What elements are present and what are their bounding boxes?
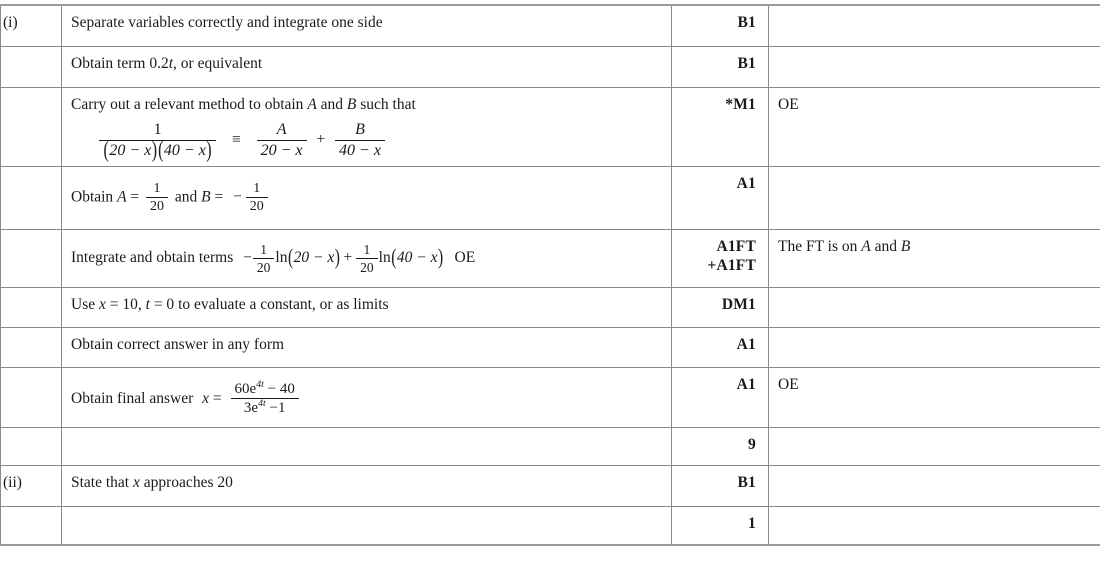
part-label-blank	[1, 47, 61, 60]
comment-text: OE	[778, 375, 799, 393]
solution-text	[62, 288, 671, 321]
value-A-fraction	[146, 181, 168, 215]
x-value: = 10,	[109, 295, 142, 313]
part-label-blank	[1, 428, 61, 441]
table-row	[1, 229, 1100, 287]
part-label-blank	[1, 507, 61, 520]
rhs-fraction-2	[335, 121, 385, 160]
solution-cell	[62, 327, 672, 367]
solution-text: Separate variables correctly and integrate one side	[71, 14, 383, 31]
value-B-fraction	[246, 181, 268, 215]
mark-cell	[672, 465, 769, 506]
comment-cell	[769, 88, 1100, 167]
solution-cell	[62, 367, 672, 427]
state-tail: approaches 20	[143, 473, 233, 491]
variable-x: x	[98, 295, 106, 313]
table-row	[1, 465, 1100, 506]
mark-scheme-table	[0, 4, 1100, 546]
mark-value: B1	[737, 55, 756, 72]
mark-cell	[672, 287, 769, 327]
mark-value: A1	[736, 335, 756, 353]
variable-A: A	[307, 96, 317, 113]
comment-text	[769, 466, 1100, 479]
rhs2-denominator: 40 − x	[339, 141, 381, 159]
method-lead: Carry out a relevant method to obtain	[71, 96, 304, 113]
mark-cell	[672, 427, 769, 465]
integrated-terms-expression: − $\frac{1}{20}$ ln(20 − x) + $\frac{1}{20}$ ln(40 − x)	[243, 241, 444, 275]
part-label-blank	[1, 288, 61, 301]
comment-and: and	[874, 237, 897, 255]
obtain-AB-expression	[71, 181, 271, 215]
A-numerator: 1	[146, 181, 168, 199]
solution-text	[62, 466, 671, 499]
table-row	[1, 166, 1100, 229]
comment-text	[769, 167, 1100, 180]
part-label-cell	[1, 427, 62, 465]
den-coefficient: 3e	[243, 400, 259, 417]
solution-prefix: Obtain term 0.2	[71, 55, 169, 72]
term1-numerator: 1	[253, 242, 275, 259]
solution-cell	[62, 47, 672, 88]
comment-prefix: The FT is on	[778, 237, 858, 255]
term1-log: ln	[275, 248, 288, 266]
use-tail: to evaluate a constant, or as limits	[178, 295, 389, 313]
comment-variable-B: B	[900, 237, 911, 255]
mark-value: B1	[737, 473, 756, 491]
lhs-den-right: 40 − x	[163, 141, 206, 159]
term1-argument: 20 − x	[293, 248, 335, 266]
mark-cell	[672, 5, 769, 47]
part-label-cell	[1, 327, 62, 367]
comment-text	[769, 230, 1100, 263]
solution-text	[62, 47, 671, 80]
comment-text	[769, 6, 1100, 19]
comment-cell	[769, 5, 1100, 47]
comment-text	[769, 288, 1100, 301]
part-label-ii: (ii)	[3, 473, 22, 491]
final-answer-fraction	[231, 378, 299, 418]
final-denominator	[231, 399, 299, 417]
solution-cell	[62, 88, 672, 167]
comment-text: OE	[778, 96, 799, 113]
solution-cell	[62, 229, 672, 287]
part-label-cell	[1, 367, 62, 427]
subtotal-value: 1	[748, 514, 756, 532]
B-numerator: 1	[246, 181, 268, 199]
comment-cell	[769, 367, 1100, 427]
comment-cell	[769, 506, 1100, 545]
part-label-cell	[1, 166, 62, 229]
comment-cell	[769, 47, 1100, 88]
term2-coefficient	[356, 242, 378, 275]
lhs-numerator: 1	[99, 121, 216, 141]
variable-B: B	[346, 96, 357, 113]
part-label-blank	[1, 88, 61, 101]
mark-value: B1	[737, 14, 756, 31]
variable-B: B	[201, 188, 211, 206]
comment-cell	[769, 229, 1100, 287]
part-label-cell	[1, 506, 62, 545]
part-label-blank	[1, 328, 61, 341]
part-label-i: (i)	[3, 14, 18, 31]
part-label-cell	[1, 88, 62, 167]
variable-A: A	[117, 188, 127, 206]
solution-suffix: , or equivalent	[173, 55, 263, 72]
conjunction-and: and	[174, 188, 198, 206]
solution-text	[62, 368, 671, 424]
state-lead: State that	[71, 473, 130, 491]
comment-cell	[769, 287, 1100, 327]
comment-cell	[769, 427, 1100, 465]
plus-sign: +	[343, 248, 353, 266]
solution-cell	[62, 506, 672, 545]
subtotal-value: 9	[748, 435, 756, 453]
lhs-denominator: (20 − x)(40 − x)	[103, 137, 212, 163]
lhs-den-left: 20 − x	[109, 141, 152, 159]
comment-variable-A: A	[861, 237, 871, 255]
minus-sign: −	[233, 188, 242, 206]
final-numerator	[231, 378, 299, 400]
partial-fractions-equation	[71, 120, 662, 163]
solution-cell	[62, 5, 672, 47]
term2-log: ln	[378, 248, 391, 266]
identity-sign: ≡	[232, 130, 241, 148]
mark-line-2: +A1FT	[707, 257, 756, 275]
part-label-blank	[1, 230, 61, 243]
method-tail: such that	[360, 96, 416, 113]
part-label-cell	[1, 465, 62, 506]
term1-denominator: 20	[256, 259, 271, 275]
rhs-fraction-1	[257, 121, 307, 160]
variable-t: t	[168, 55, 174, 72]
part-label-cell	[1, 47, 62, 88]
integrate-lead: Integrate and obtain terms	[71, 248, 234, 266]
solution-text	[62, 507, 671, 520]
oe-tag: OE	[454, 248, 476, 266]
solution-text	[62, 428, 671, 441]
comment-text	[769, 47, 1100, 60]
term1-coefficient	[253, 242, 275, 275]
num-tail: − 40	[267, 380, 295, 397]
mark-line-1: A1FT	[716, 237, 756, 255]
comment-cell	[769, 465, 1100, 506]
B-denominator: 20	[249, 199, 264, 215]
solution-cell	[62, 287, 672, 327]
equals-sign: =	[212, 389, 222, 407]
solution-text	[62, 230, 671, 281]
solution-cell	[62, 166, 672, 229]
mark-cell	[672, 327, 769, 367]
term2-denominator: 20	[360, 259, 374, 275]
variable-x: x	[133, 473, 140, 491]
part-label-blank	[1, 167, 61, 180]
A-denominator: 20	[150, 199, 165, 215]
mark-value: A1	[736, 174, 756, 192]
table-row	[1, 287, 1100, 327]
lhs-fraction	[99, 120, 216, 163]
mark-cell	[672, 506, 769, 545]
solution-text	[62, 167, 671, 221]
comment-text	[769, 507, 1100, 520]
term2-argument: 40 − x	[396, 248, 438, 266]
mark-value: A1	[736, 375, 756, 393]
rhs1-numerator: A	[257, 121, 307, 141]
table-row	[1, 88, 1100, 167]
conjunction-and: and	[320, 96, 344, 113]
mark-cell	[672, 88, 769, 167]
mark-cell	[672, 367, 769, 427]
table-row	[1, 47, 1100, 88]
comment-text	[769, 328, 1100, 341]
mark-cell	[672, 166, 769, 229]
table-row	[1, 327, 1100, 367]
rhs2-numerator: B	[335, 121, 385, 141]
t-value: = 0	[153, 295, 175, 313]
term1-sign: −	[243, 248, 252, 266]
comment-cell	[769, 166, 1100, 229]
mark-value: *M1	[725, 96, 756, 113]
mark-cell	[672, 229, 769, 287]
mark-value: DM1	[721, 295, 756, 313]
comment-text	[769, 428, 1100, 441]
equals-2: =	[214, 188, 224, 206]
den-tail: −1	[269, 400, 286, 417]
solution-cell	[62, 465, 672, 506]
solution-cell	[62, 427, 672, 465]
table-row	[1, 367, 1100, 427]
variable-t: t	[145, 295, 150, 313]
num-exponent: 4t	[256, 378, 264, 390]
part-label-cell	[1, 229, 62, 287]
part-label-blank	[1, 368, 61, 381]
comment-cell	[769, 327, 1100, 367]
equals-1: =	[130, 188, 140, 206]
use-word: Use	[71, 295, 96, 313]
part-label-cell	[1, 5, 62, 47]
den-exponent: 4t	[258, 398, 266, 410]
obtain-word: Obtain	[71, 188, 114, 206]
mark-cell	[672, 47, 769, 88]
table-row	[1, 427, 1100, 465]
solution-text: Obtain correct answer in any form	[71, 335, 285, 353]
rhs1-denominator: 20 − x	[260, 141, 303, 159]
table-row	[1, 506, 1100, 545]
mark-value	[672, 230, 768, 283]
final-answer-lead: Obtain final answer	[71, 389, 194, 407]
part-label-cell	[1, 287, 62, 327]
variable-x: x	[202, 389, 210, 407]
term2-numerator: 1	[356, 242, 378, 259]
table-row	[1, 5, 1100, 47]
num-coefficient: 60e	[234, 380, 257, 397]
solution-text	[62, 88, 671, 166]
plus-sign: +	[316, 130, 326, 148]
